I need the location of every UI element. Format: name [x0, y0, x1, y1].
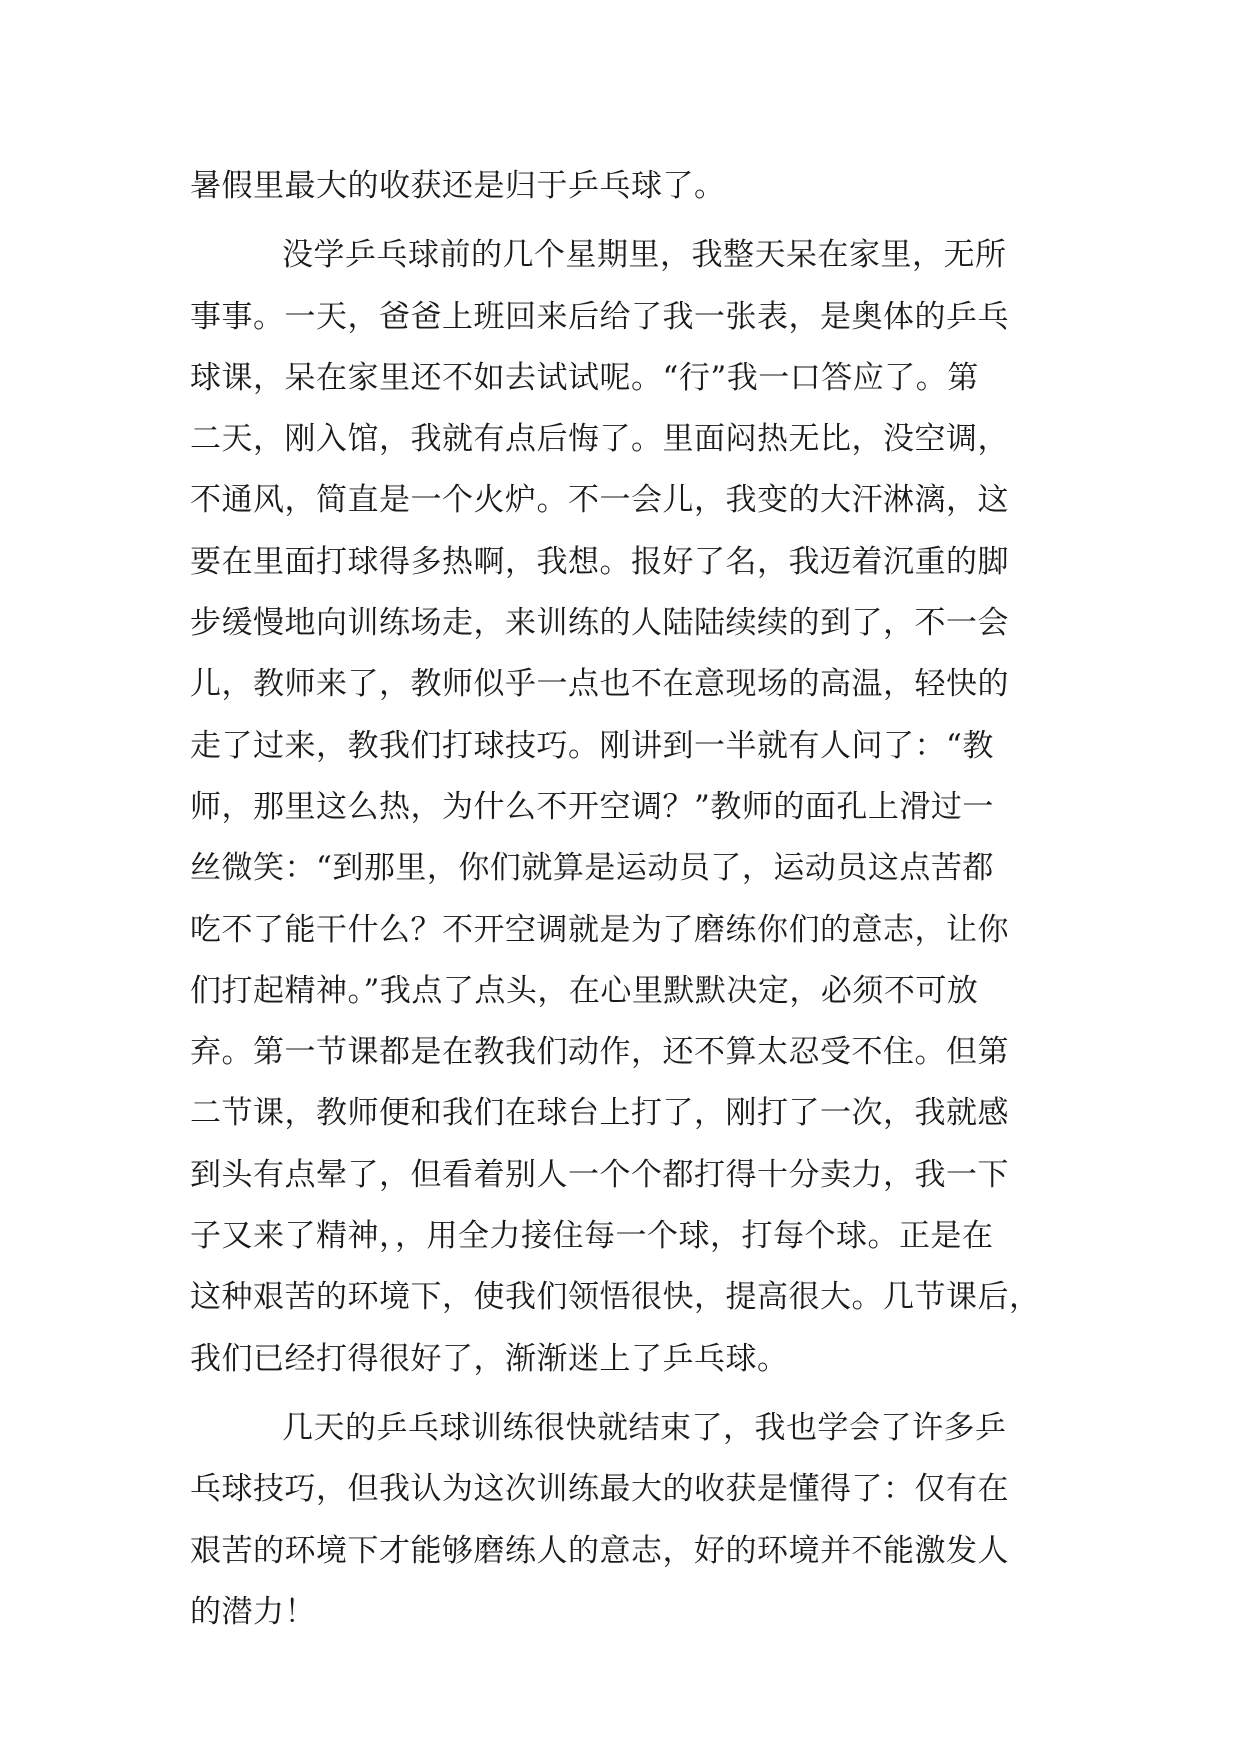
text-line: 暑假里最大的收获还是归于乒乓球了。 — [190, 168, 726, 204]
text-line: 子又来了精神，，用全力接住每一个球，打每个球。正是在 — [190, 1218, 994, 1255]
text-line: 二天，刚入馆，我就有点后悔了。里面闷热无比，没空调， — [190, 421, 1009, 458]
text-line: 几天的乒乓球训练很快就结束了，我也学会了许多乒 — [282, 1409, 1007, 1446]
text-line: 球课，呆在家里还不如去试试呢。“行”我一口答应了。第 — [190, 359, 979, 396]
text-line: 艰苦的环境下才能够磨练人的意志，好的环境并不能激发人 — [190, 1532, 1009, 1569]
text-line: 们打起精神。”我点了点头，在心里默默决定，必须不可放 — [190, 972, 979, 1009]
paragraph-2 — [190, 225, 1070, 1390]
text-line: 走了过来，教我们打球技巧。刚讲到一半就有人问了：“教 — [190, 727, 994, 764]
text-line: 吃不了能干什么？不开空调就是为了磨练你们的意志，让你 — [190, 911, 1009, 948]
text-line: 儿，教师来了，教师似乎一点也不在意现场的高温，轻快的 — [190, 666, 1009, 703]
text-line: 要在里面打球得多热啊，我想。报好了名，我迈着沉重的脚 — [190, 543, 1009, 580]
text-line: 二节课，教师便和我们在球台上打了，刚打了一次，我就感 — [190, 1095, 1009, 1132]
text-line: 弃。第一节课都是在教我们动作，还不算太忍受不住。但第 — [190, 1034, 1009, 1071]
text-line: 不通风，简直是一个火炉。不一会儿，我变的大汗淋漓，这 — [190, 482, 1009, 519]
text-line: 师，那里这么热，为什么不开空调？”教师的面孔上滑过一 — [190, 788, 994, 825]
paragraph-1 — [190, 156, 1070, 217]
text-line: 我们已经打得很好了，渐渐迷上了乒乓球。 — [190, 1340, 789, 1377]
document-body — [190, 156, 1070, 1643]
text-line: 没学乒乓球前的几个星期里，我整天呆在家里，无所 — [282, 237, 1007, 274]
text-line: 的潜力！ — [190, 1593, 316, 1630]
paragraph-3 — [190, 1398, 1070, 1643]
text-line: 到头有点晕了，但看着别人一个个都打得十分卖力，我一下 — [190, 1156, 1009, 1193]
text-line: 步缓慢地向训练场走，来训练的人陆陆续续的到了，不一会 — [190, 605, 1009, 642]
text-line: 丝微笑：“到那里，你们就算是运动员了，运动员这点苦都 — [190, 850, 994, 887]
text-line: 这种艰苦的环境下，使我们领悟很快，提高很大。几节课后， — [190, 1279, 1041, 1316]
text-line: 事事。一天，爸爸上班回来后给了我一张表，是奥体的乒乓 — [190, 298, 1009, 335]
text-line: 乓球技巧，但我认为这次训练最大的收获是懂得了：仅有在 — [190, 1471, 1009, 1508]
